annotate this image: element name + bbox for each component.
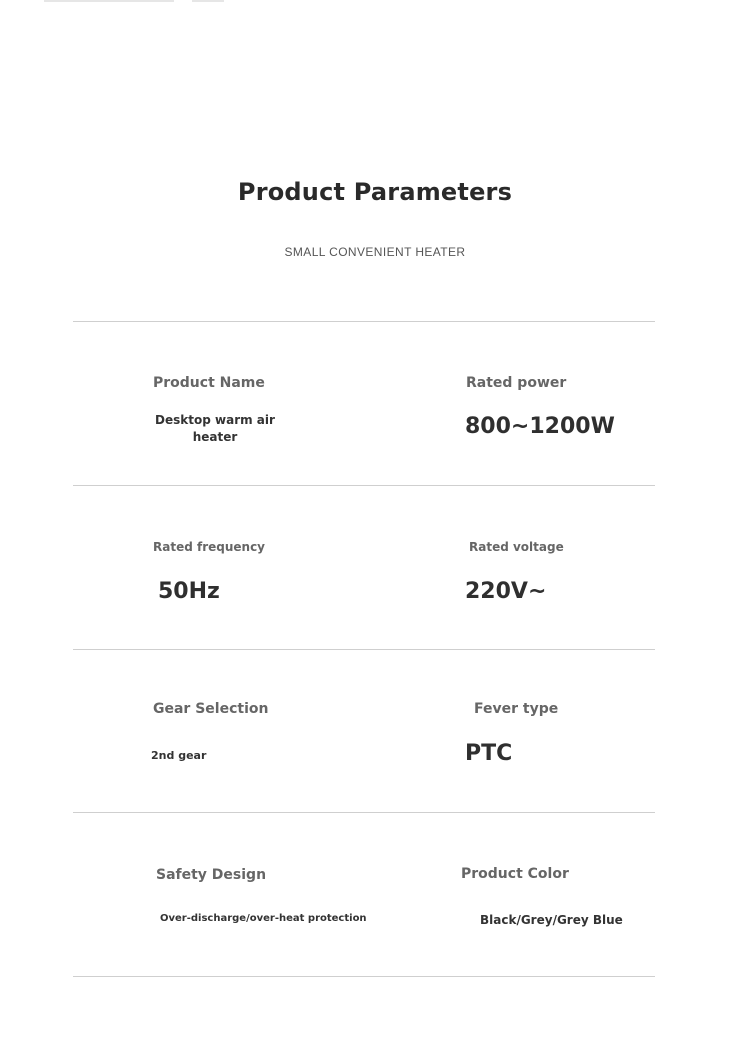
top-edge-line-left — [44, 0, 174, 2]
top-edge-line-right — [192, 0, 224, 2]
param-value-gear-selection: 2nd gear — [151, 749, 207, 762]
param-value-rated-voltage: 220V~ — [465, 579, 547, 604]
divider-row-2 — [73, 649, 655, 650]
divider-bottom — [73, 976, 655, 977]
param-label-product-name: Product Name — [153, 375, 265, 391]
page-title: Product Parameters — [237, 178, 513, 206]
param-label-fever-type: Fever type — [474, 701, 559, 717]
param-label-rated-frequency: Rated frequency — [153, 540, 266, 554]
divider-top — [73, 321, 655, 322]
param-value-safety-design: Over-discharge/over-heat protection — [160, 913, 367, 924]
param-label-gear-selection: Gear Selection — [153, 701, 269, 717]
param-value-product-name: Desktop warm air heater — [155, 413, 275, 444]
param-value-product-color: Black/Grey/Grey Blue — [480, 913, 623, 927]
param-label-product-color: Product Color — [461, 866, 569, 882]
param-value-rated-power: 800~1200W — [465, 414, 615, 439]
param-label-rated-voltage: Rated voltage — [469, 540, 564, 554]
param-value-rated-frequency: 50Hz — [158, 579, 220, 604]
divider-row-1 — [73, 485, 655, 486]
param-value-fever-type: PTC — [465, 741, 513, 766]
param-label-safety-design: Safety Design — [156, 867, 267, 883]
divider-row-3 — [73, 812, 655, 813]
param-label-rated-power: Rated power — [466, 375, 567, 391]
page-subtitle: SMALL CONVENIENT HEATER — [284, 245, 466, 259]
